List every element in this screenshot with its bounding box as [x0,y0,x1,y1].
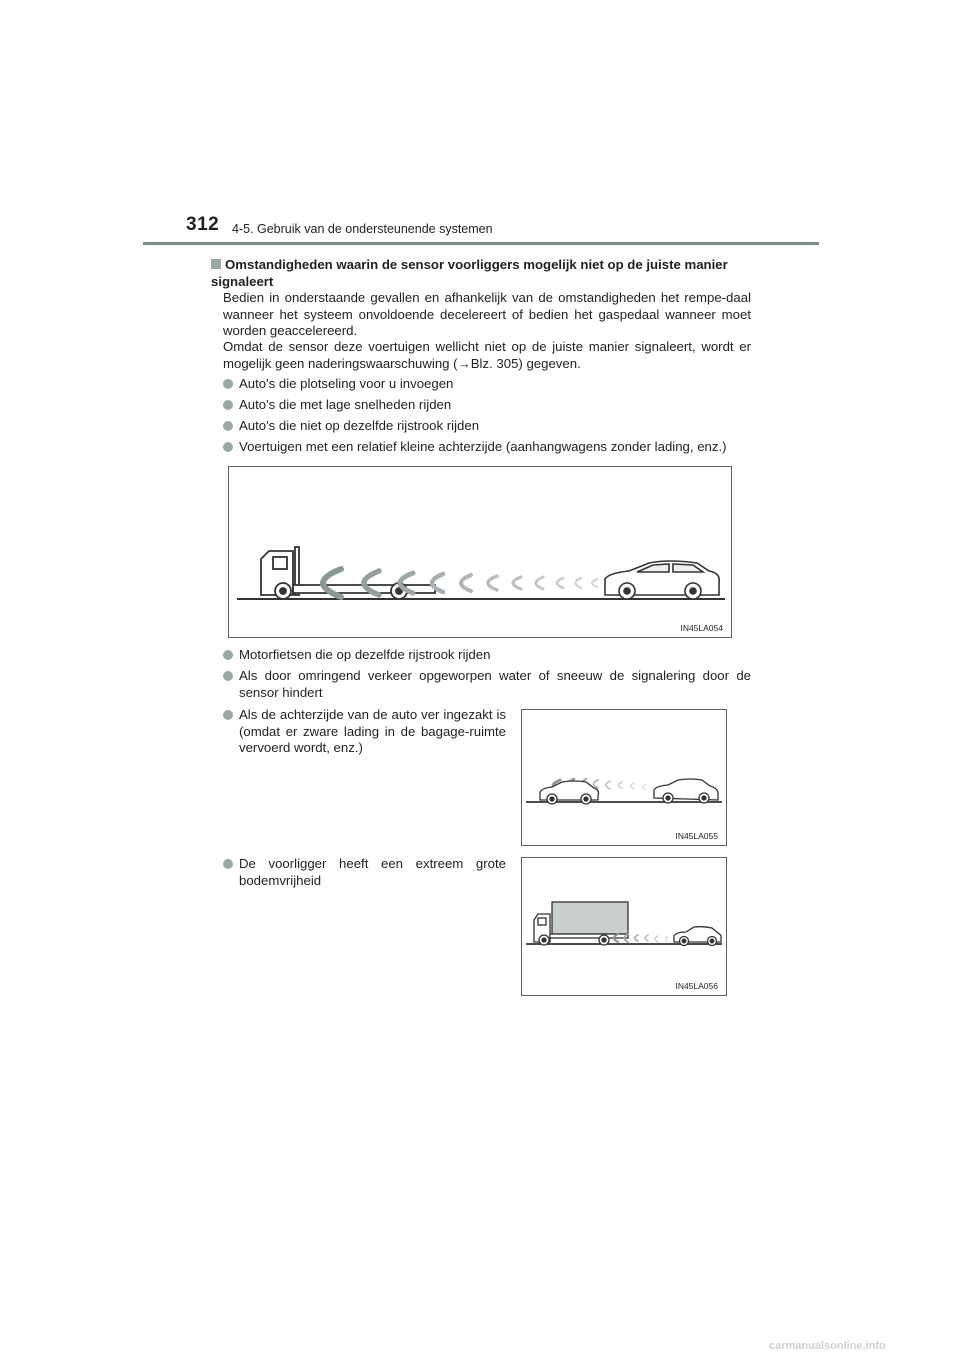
figure-high-clearance [521,857,727,996]
bullet-dot-icon [223,442,233,452]
list-item: Als de achterzijde van de auto ver ingezakt is (omdat er zware lading in de bagage-ruimte vervoerd wordt, enz.) [223,707,506,757]
bullet-dot-icon [223,650,233,660]
truck-car-illustration [522,858,726,995]
car-icon [605,561,719,599]
intro-paragraph-2: Omdat de sensor deze voertuigen wellicht niet op de juiste manier signaleert, wordt er mogelijk geen naderingswaarschuwing (→Blz. 305) gegeven. [223,339,751,371]
sagging-car-illustration [522,710,726,845]
page-number: 312 [186,214,220,235]
header-rule [143,242,819,245]
list-item: Motorfietsen die op dezelfde rijstrook rijden [223,647,751,664]
list-item: Voertuigen met een relatief kleine achterzijde (aanhangwagens zonder lading, enz.) [223,439,751,456]
bullet-dot-icon [223,710,233,720]
figure-sagging-rear [521,709,727,846]
bullet-dot-icon [223,421,233,431]
intro-paragraph-1: Bedien in onderstaande gevallen en afhankelijk van de omstandigheden het rempe-daal wanneer het systeem onvoldoende decelereert of bedien het gaspedaal wanneer moet worden geaccelereerd. [223,290,751,338]
list-item: Auto's die plotseling voor u invoegen [223,376,751,393]
heading-text: Omstandigheden waarin de sensor voorliggers mogelijk niet op de juiste manier signaleert [211,257,728,289]
figure-code: IN45LA055 [675,831,718,841]
figure-trailer-detection [228,466,732,638]
figure-code: IN45LA056 [675,981,718,991]
section-title: 4-5. Gebruik van de ondersteunende systemen [232,222,493,236]
bullet-dot-icon [223,379,233,389]
bullet-dot-icon [223,671,233,681]
list-item: De voorligger heeft een extreem grote bodemvrijheid [223,856,506,889]
car-icon [674,927,721,946]
bullet-dot-icon [223,859,233,869]
square-bullet-icon [211,259,221,269]
figure-code: IN45LA054 [680,623,723,633]
list-item: Auto's die niet op dezelfde rijstrook rijden [223,418,751,435]
watermark-text: carmanualsonline.info [769,1340,886,1352]
car-icon [540,781,599,804]
subsection-heading [211,256,751,290]
list-item: Als door omringend verkeer opgeworpen water of sneeuw de signalering door de sensor hindert [223,668,751,701]
bullet-dot-icon [223,400,233,410]
trailer-car-illustration [229,467,731,637]
car-icon [654,779,718,803]
list-item: Auto's die met lage snelheden rijden [223,397,751,414]
